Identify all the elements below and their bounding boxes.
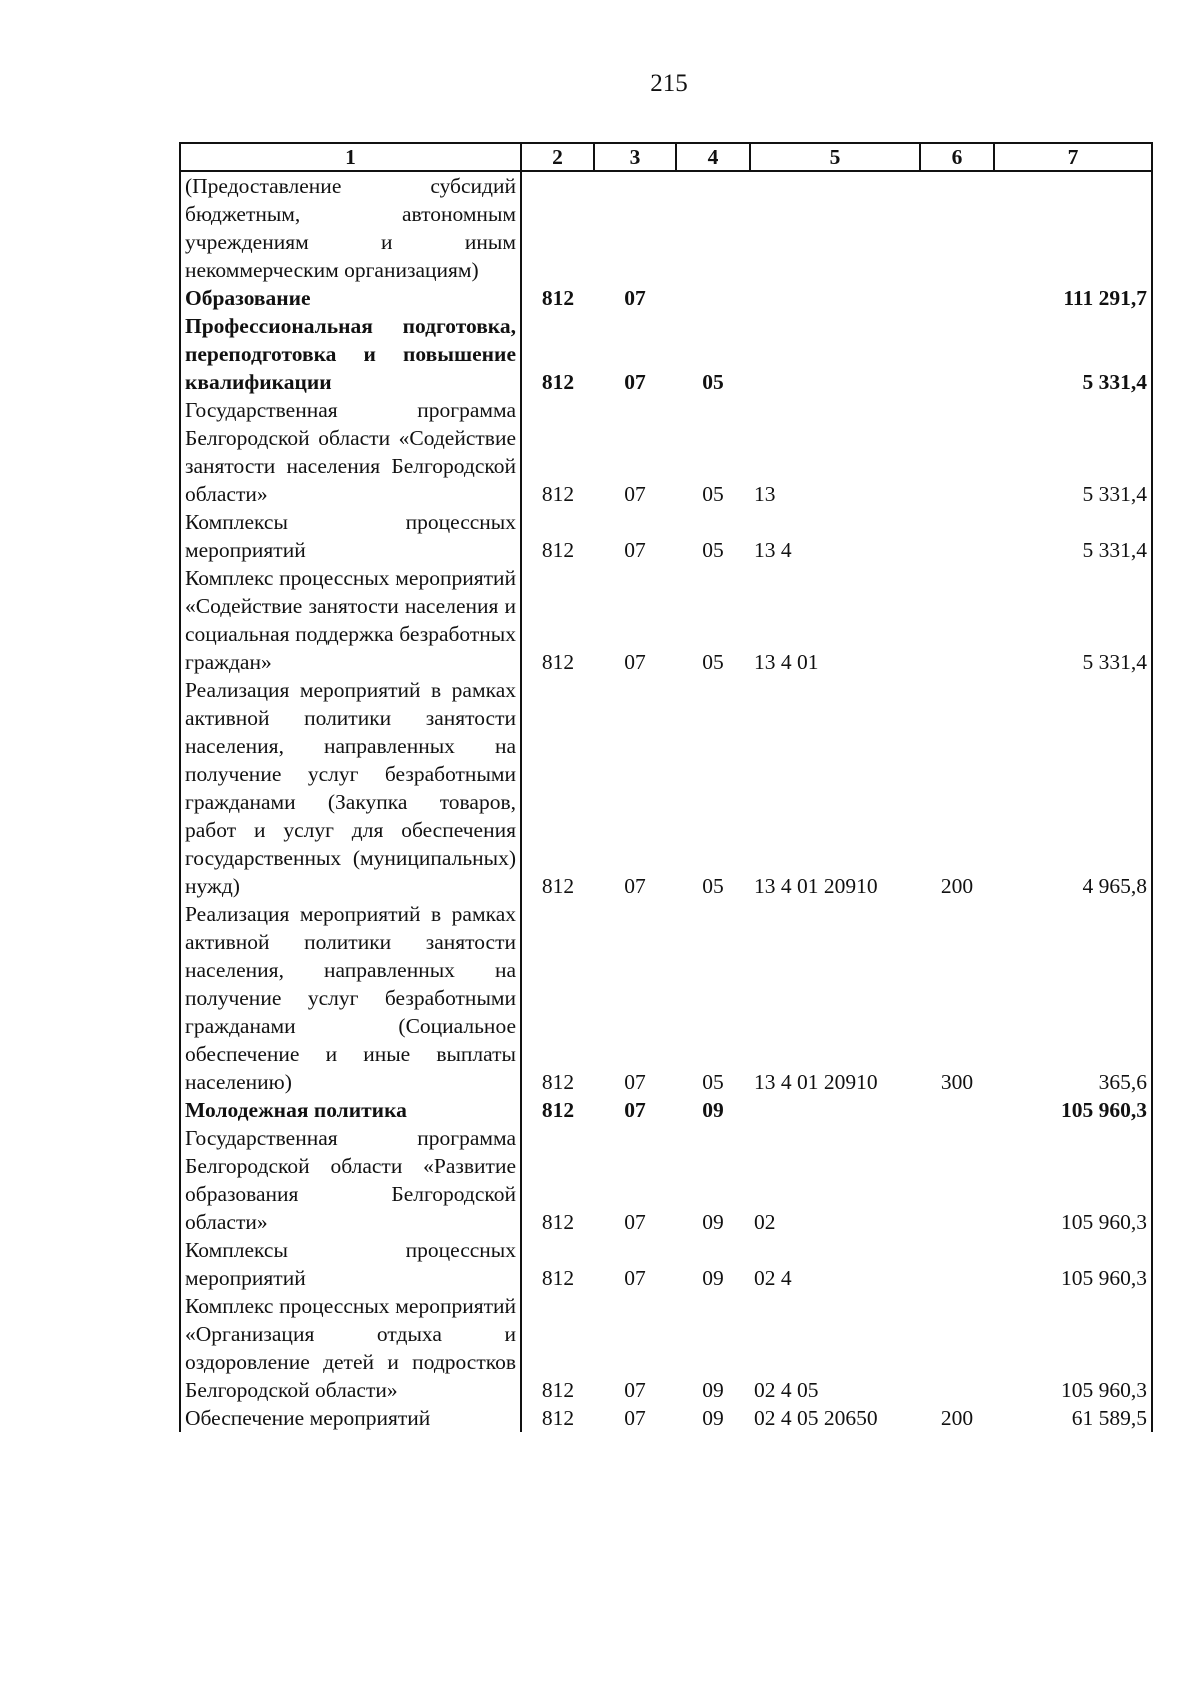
row-description: Реализация мероприятий в рамках активной политики занятости населения, направленных на получение услуг безработными гражданами (Социальное обеспечение и иные выплаты населению) [180,900,521,1096]
row-admin-code: 812 [521,1096,594,1124]
row-expense-type: 200 [940,1406,974,1430]
column-header: 3 [594,143,676,171]
row-amount: 105 960,3 [994,1236,1152,1292]
table-row [180,564,1152,676]
row-amount: 105 960,3 [994,1096,1152,1124]
table-row [180,1236,1152,1292]
column-header: 4 [676,143,750,171]
row-expense-type [920,312,994,396]
column-header: 1 [180,143,521,171]
row-expense-type [920,1292,994,1404]
row-target-article [750,312,920,396]
row-section-code: 07 [624,482,646,506]
table-row [180,1404,1152,1432]
row-subsection-code: 05 [702,1070,724,1094]
row-expense-type: 300 [940,1070,974,1094]
row-target-article [750,171,920,284]
row-section-code: 07 [624,286,646,310]
row-subsection-code: 05 [702,874,724,898]
row-amount: 105 960,3 [994,1124,1152,1236]
table-row [180,676,1152,900]
row-expense-type [920,564,994,676]
row-expense-type [920,1236,994,1292]
row-amount: 365,6 [994,900,1152,1096]
table-row [180,171,1152,284]
row-subsection-code [676,171,750,284]
table-row [180,508,1152,564]
row-admin-code: 812 [521,1236,594,1292]
row-admin-code: 812 [521,1292,594,1404]
row-description: Комплексы процессных мероприятий [180,508,521,564]
row-expense-type [920,396,994,508]
row-expense-type [920,508,994,564]
row-subsection-code: 09 [702,1406,724,1430]
row-section-code: 07 [624,1378,646,1402]
table-row [180,1096,1152,1124]
row-section-code: 07 [624,538,646,562]
column-header: 6 [920,143,994,171]
column-header: 7 [994,143,1152,171]
row-subsection-code: 05 [702,482,724,506]
row-section-code: 07 [624,874,646,898]
row-expense-type: 200 [940,874,974,898]
row-target-article [750,284,920,312]
table-row [180,284,1152,312]
row-amount: 5 331,4 [994,564,1152,676]
row-description: Комплекс процессных мероприятий «Содействие занятости населения и социальная поддержка безработных граждан» [180,564,521,676]
row-expense-type [920,171,994,284]
row-section-code: 07 [624,1070,646,1094]
row-target-article: 13 4 01 [754,650,819,674]
row-target-article: 13 [754,482,776,506]
row-section-code: 07 [624,1098,646,1122]
row-amount: 5 331,4 [994,396,1152,508]
row-admin-code: 812 [521,900,594,1096]
row-description: Обеспечение мероприятий [180,1404,521,1432]
row-amount: 5 331,4 [994,508,1152,564]
table-row [180,312,1152,396]
row-amount: 61 589,5 [994,1404,1152,1432]
row-target-article: 02 [754,1210,776,1234]
row-subsection-code: 05 [702,370,724,394]
row-target-article: 13 4 01 20910 [754,1070,878,1094]
row-description: Образование [180,284,521,312]
row-subsection-code [676,284,750,312]
row-section-code: 07 [624,650,646,674]
row-target-article [750,1096,920,1124]
row-section-code: 07 [624,1406,646,1430]
row-expense-type [920,1096,994,1124]
row-description: (Предоставление субсидий бюджетным, автономным учреждениям и иным некоммерческим организациям) [180,171,521,284]
row-admin-code: 812 [521,564,594,676]
row-target-article: 02 4 [754,1266,792,1290]
row-description: Реализация мероприятий в рамках активной политики занятости населения, направленных на получение услуг безработными гражданами (Закупка товаров, работ и услуг для обеспечения государственных (муниципальных) нужд) [180,676,521,900]
row-subsection-code: 05 [702,538,724,562]
budget-table [179,142,1153,1432]
table-row [180,396,1152,508]
row-section-code: 07 [624,370,646,394]
row-subsection-code: 09 [702,1210,724,1234]
row-description: Государственная программа Белгородской области «Развитие образования Белгородской области» [180,1124,521,1236]
row-target-article: 02 4 05 [754,1378,819,1402]
row-amount: 4 965,8 [994,676,1152,900]
table-row [180,900,1152,1096]
row-subsection-code: 05 [702,650,724,674]
row-expense-type [920,1124,994,1236]
row-description: Комплекс процессных мероприятий «Организация отдыха и оздоровление детей и подростков Белгородской области» [180,1292,521,1404]
row-subsection-code: 09 [702,1098,724,1122]
row-amount: 105 960,3 [994,1292,1152,1404]
row-amount: 111 291,7 [994,284,1152,312]
row-admin-code: 812 [521,1124,594,1236]
row-admin-code [521,171,594,284]
page-number: 215 [650,70,688,97]
row-amount: 5 331,4 [994,312,1152,396]
row-section-code [594,171,676,284]
row-subsection-code: 09 [702,1266,724,1290]
row-expense-type [920,284,994,312]
row-admin-code: 812 [521,396,594,508]
row-target-article: 02 4 05 20650 [754,1406,878,1430]
row-section-code: 07 [624,1266,646,1290]
table-header-row [180,143,1152,171]
row-section-code: 07 [624,1210,646,1234]
row-admin-code: 812 [521,1404,594,1432]
column-header: 2 [521,143,594,171]
row-amount [994,171,1152,284]
table-body [180,171,1152,1432]
row-target-article: 13 4 [754,538,792,562]
row-target-article: 13 4 01 20910 [754,874,878,898]
row-admin-code: 812 [521,676,594,900]
table-row [180,1292,1152,1404]
table-row [180,1124,1152,1236]
row-admin-code: 812 [521,312,594,396]
row-description: Молодежная политика [180,1096,521,1124]
row-admin-code: 812 [521,508,594,564]
row-description: Комплексы процессных мероприятий [180,1236,521,1292]
row-subsection-code: 09 [702,1378,724,1402]
column-header: 5 [750,143,920,171]
row-admin-code: 812 [521,284,594,312]
row-description: Профессиональная подготовка, переподготовка и повышение квалификации [180,312,521,396]
row-description: Государственная программа Белгородской области «Содействие занятости населения Белгородской области» [180,396,521,508]
